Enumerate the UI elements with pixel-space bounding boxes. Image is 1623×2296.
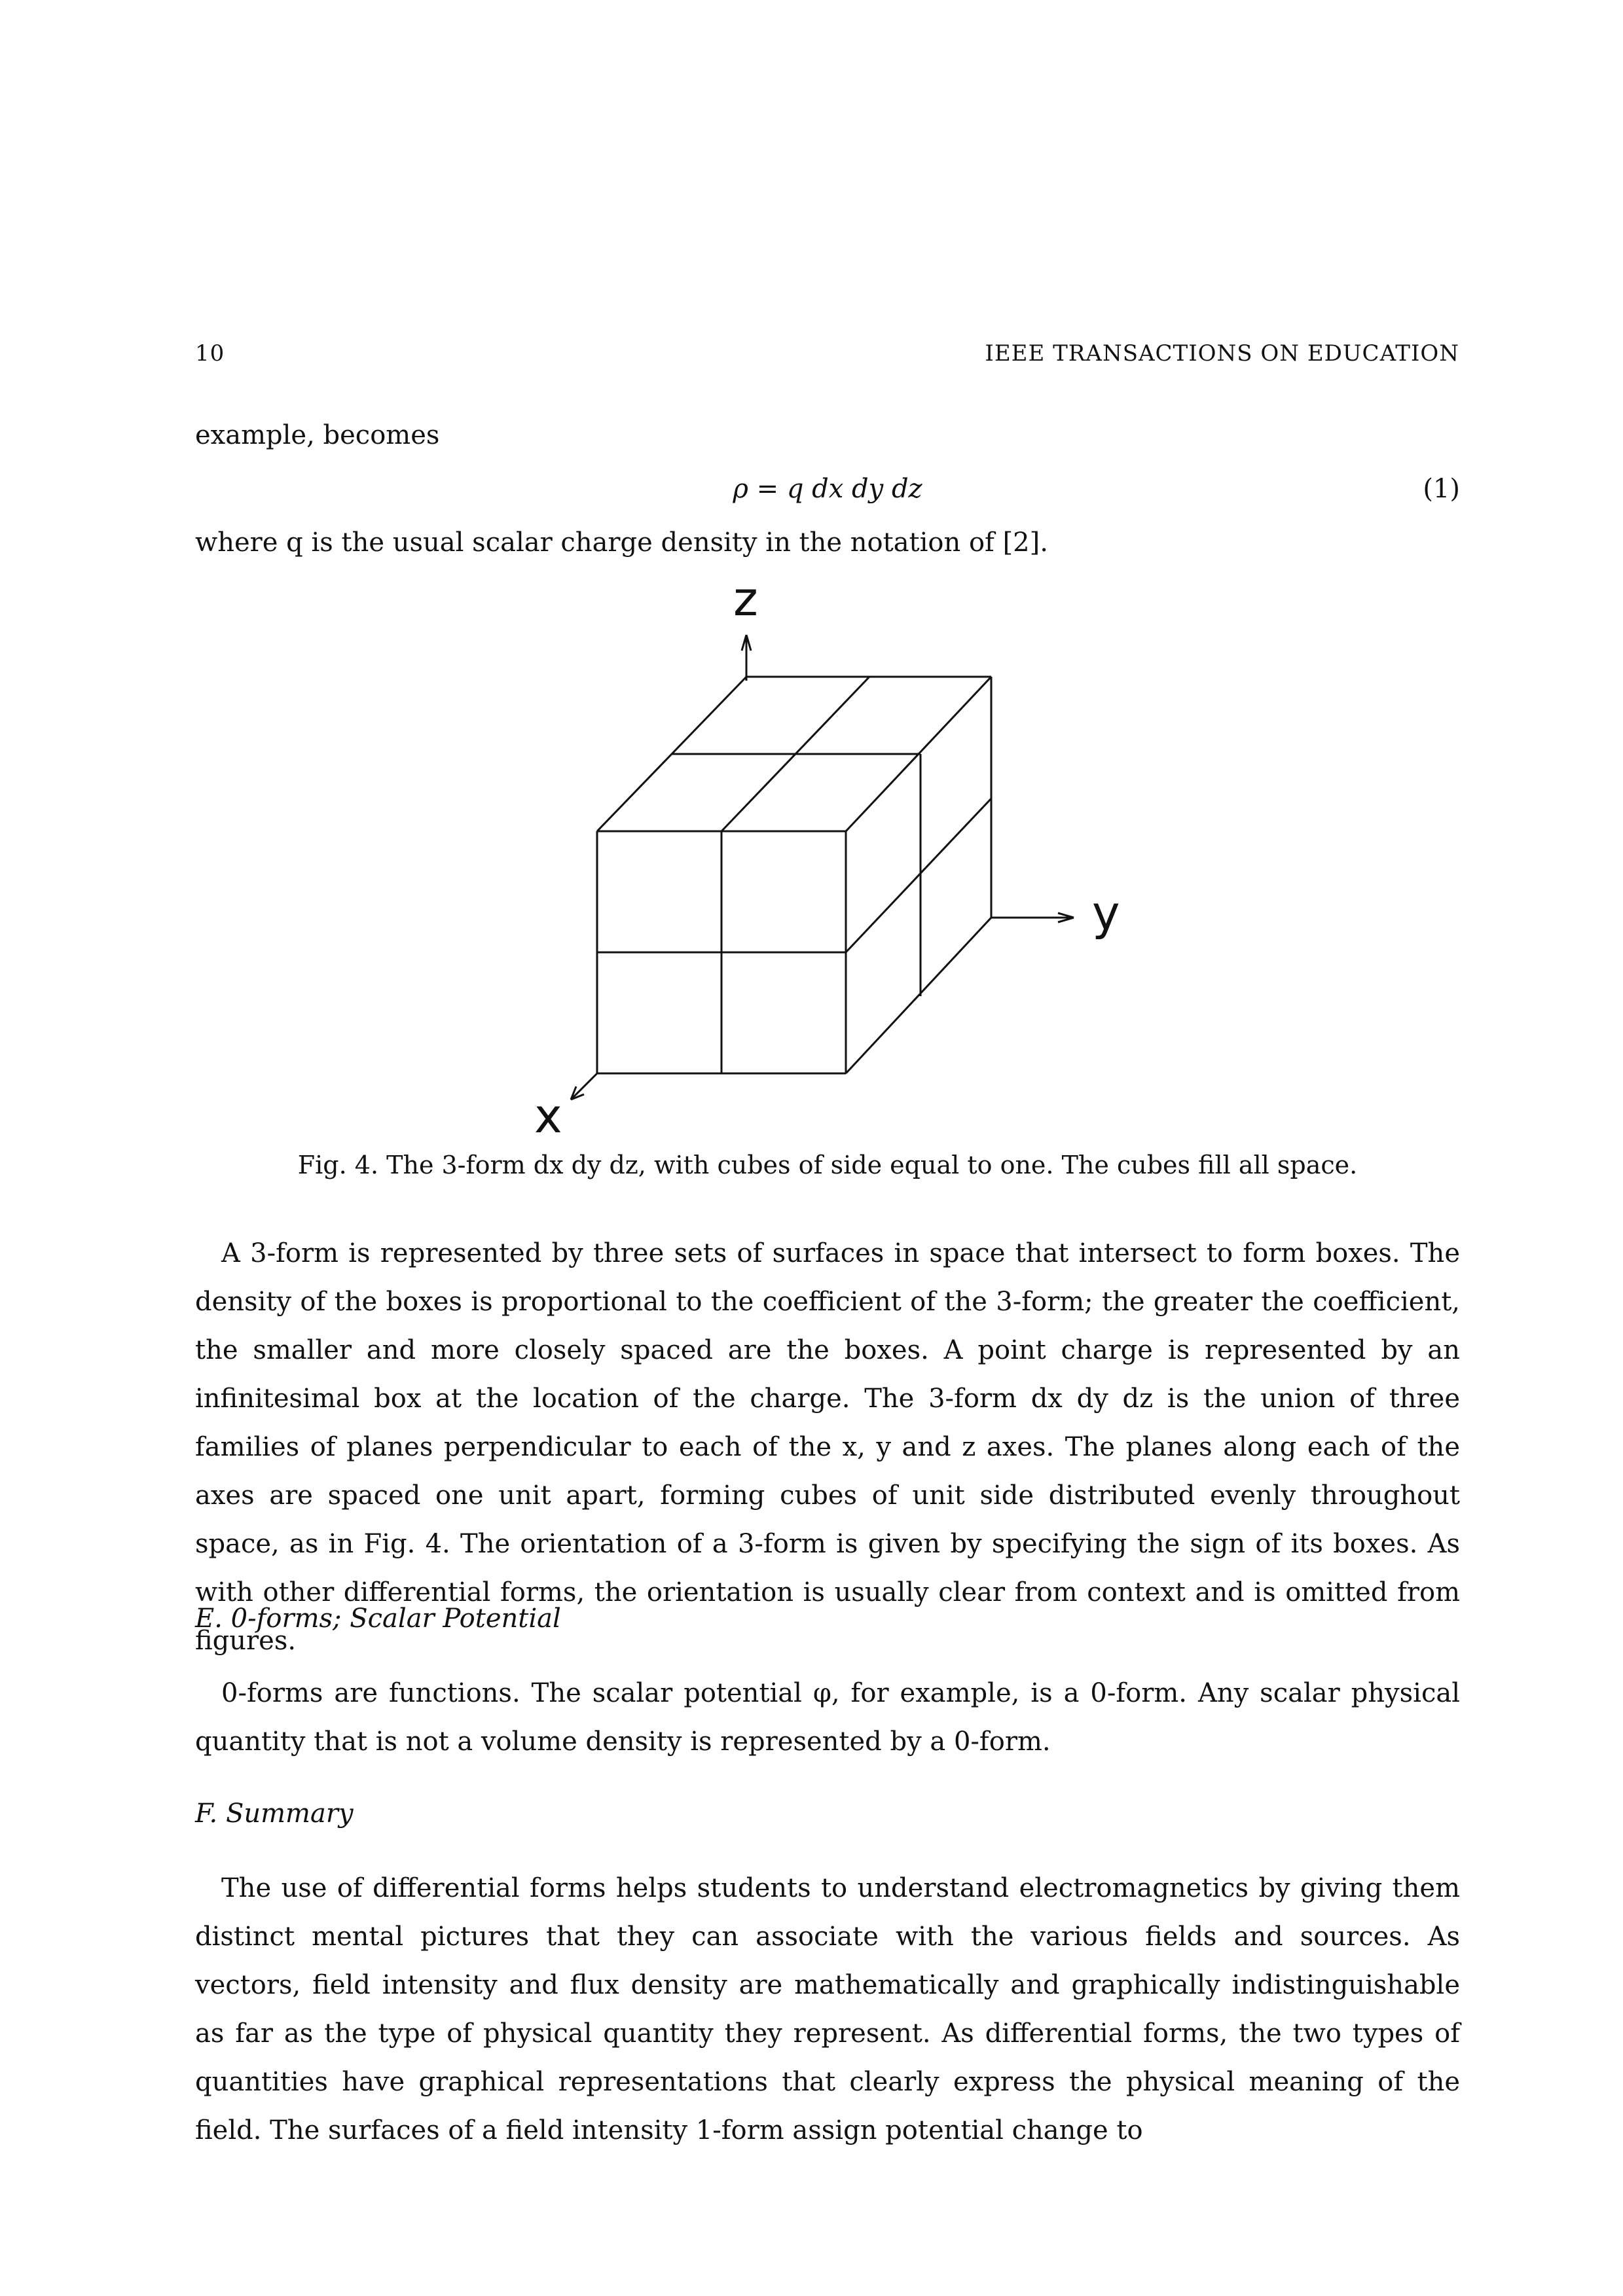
- equation-number: (1): [1423, 474, 1460, 504]
- side-face-bottom-edge: [846, 918, 991, 1073]
- section-e-heading: E. 0-forms; Scalar Potential: [195, 1604, 561, 1634]
- paragraph-3form: A 3-form is represented by three sets of surfaces in space that intersect to form boxes. The density of the boxes is proportional to the coefficient of the 3-form; the greater the coefficient, the smaller and more closely spaced are the boxes. A point charge is represented by an infinitesimal box at the location of the charge. The 3-form dx dy dz is the union of three families of planes perpendicular to each of the x, y and z axes. The planes along each of the axes are spaced one unit apart, forming cubes of unit side distributed evenly throughout space, as in Fig. 4. The orientation of a 3-form is given by specifying the sign of its boxes. As with other differential forms, the orientation is usually clear from context and is omitted from figures.: [195, 1238, 1460, 1656]
- y-axis-label: y: [1092, 886, 1120, 941]
- x-axis-label: x: [534, 1088, 562, 1143]
- figure-3form-cubes: [511, 563, 1126, 1152]
- figure-caption: Fig. 4. The 3-form dx dy dz, with cubes of side equal to one. The cubes fill all space.: [297, 1151, 1358, 1179]
- side-face-middle-line: [846, 798, 991, 952]
- z-axis-label: z: [733, 571, 758, 626]
- page-header: [195, 340, 1459, 372]
- journal-title: IEEE TRANSACTIONS ON EDUCATION: [985, 340, 1459, 367]
- page-number: 10: [195, 340, 225, 367]
- x-axis-line: [571, 1073, 597, 1100]
- section-e-paragraph: 0-forms are functions. The scalar potential φ, for example, is a 0-form. Any scalar physical quantity that is not a volume density is represented by a 0-form.: [195, 1678, 1460, 1757]
- equation: ρ = q dx dy dz: [733, 474, 922, 504]
- after-equation-text: where q is the usual scalar charge density in the notation of [2].: [195, 528, 1048, 558]
- intro-line: example, becomes: [195, 420, 440, 450]
- section-f-heading: F. Summary: [195, 1799, 354, 1829]
- cube-diagram: [511, 563, 1126, 1152]
- section-f-paragraph: The use of differential forms helps students to understand electromagnetics by giving them distinct mental pictures that they can associate with the various fields and sources. As vectors, field intensity and flux density are mathematically and graphically indistinguishable as far as the type of physical quantity they represent. As differential forms, the two types of quantities have graphical representations that clearly express the physical meaning of the field. The surfaces of a field intensity 1-form assign potential change to: [195, 1873, 1460, 2145]
- equation-row: [195, 465, 1460, 513]
